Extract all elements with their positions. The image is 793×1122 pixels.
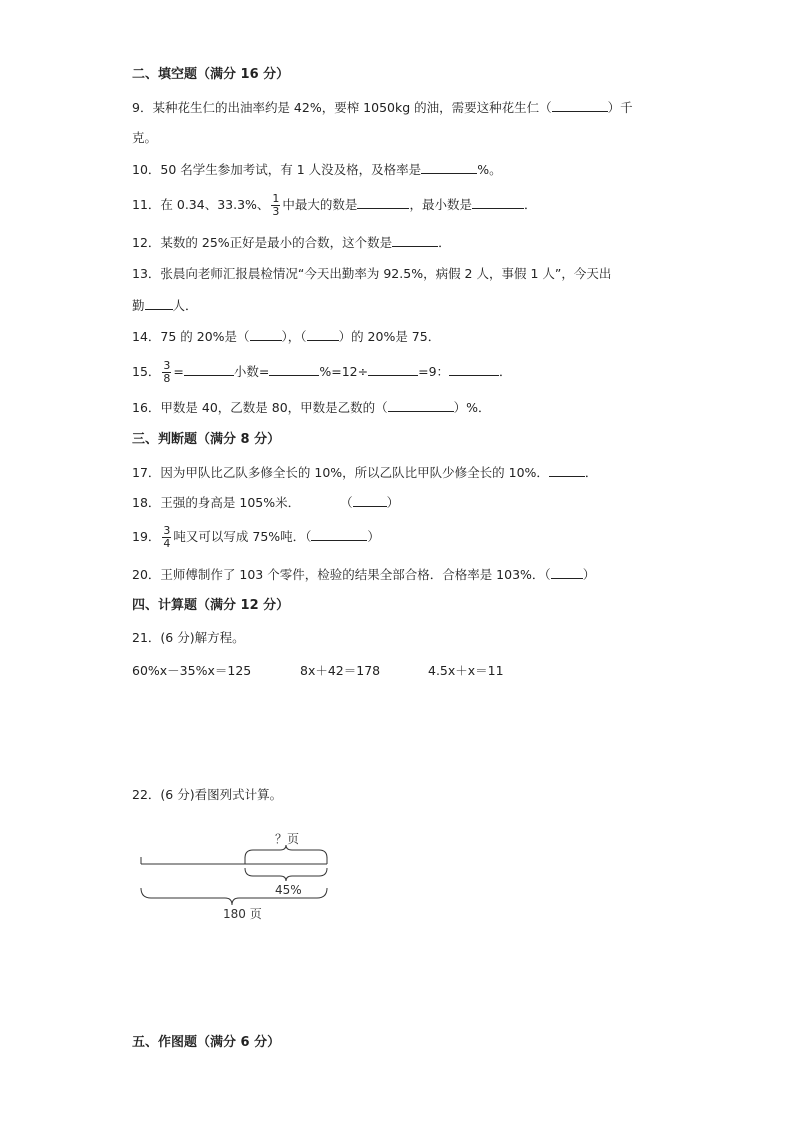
q13-text-end: 人． [172, 298, 198, 313]
q15-blank-4 [449, 363, 499, 376]
q17-text: 17．因为甲队比乙队多修全长的 10%，所以乙队比甲队少修全长的 10%． [132, 465, 549, 480]
q14-text-end: ）的 20%是 75． [338, 329, 441, 344]
q16-text-end: ）%． [453, 400, 491, 415]
q17-blank [549, 464, 585, 477]
section-2-header: 二、填空题（满分 16 分） [132, 67, 290, 82]
section-5-header: 五、作图题（满分 6 分） [132, 1035, 281, 1050]
question-22: 22．(6 分)看图列式计算。 [132, 787, 283, 802]
fraction-three-eighths [162, 360, 171, 385]
q9-blank [552, 99, 608, 112]
segment-diagram [135, 828, 355, 928]
q20-blank [551, 566, 583, 579]
question-20 [132, 566, 595, 584]
q15-text-3: %=12÷ [319, 364, 369, 379]
q15-blank-1 [184, 363, 234, 376]
q11-text: 11．在 0.34、33.3%、 [132, 197, 270, 212]
fraction-numerator: 3 [163, 524, 171, 537]
fraction-denominator: 4 [163, 537, 171, 550]
fig-top-label: ？页 [275, 832, 300, 846]
q15-blank-2 [269, 363, 319, 376]
fraction-one-third [271, 193, 280, 218]
fraction-denominator: 8 [163, 372, 171, 385]
question-13-cont [132, 297, 198, 315]
q15-text-end: ． [499, 364, 512, 379]
q16-text: 16．甲数是 40，乙数是 80，甲数是乙数的（ [132, 400, 388, 415]
q19-text-end: ） [367, 529, 380, 544]
question-13: 13．张晨向老师汇报晨检情况“今天出勤率为 92.5%，病假 2 人，事假 1 人”，今天出 [132, 266, 612, 281]
q15-text: 15． [132, 364, 161, 379]
question-15 [132, 357, 512, 387]
question-10 [132, 161, 502, 179]
q11-blank-2 [472, 196, 524, 209]
q14-blank-2 [307, 328, 339, 341]
question-12 [132, 234, 451, 252]
q15-eq: = [173, 364, 184, 379]
q11-blank-1 [357, 196, 409, 209]
question-9 [132, 99, 633, 117]
q14-text: 14．75 的 20%是（ [132, 329, 250, 344]
q17-text-end: ． [584, 465, 598, 480]
q13-blank [145, 297, 173, 310]
q18-paren-close: ） [386, 495, 400, 510]
q15-text-4: =9： [418, 364, 450, 379]
equation-2: 8x＋42＝178 [300, 663, 381, 678]
q10-text: 10．50 名学生参加考试，有 1 人没及格，及格率是 [132, 162, 422, 177]
question-17 [132, 464, 597, 482]
equation-1: 60%x－35%x＝125 [132, 663, 252, 678]
q12-text: 12．某数的 25%正好是最小的合数，这个数是 [132, 235, 393, 250]
q19-text: 19． [132, 529, 161, 544]
fraction-numerator: 3 [163, 359, 171, 372]
q11-text-2: 中最大的数是 [282, 197, 358, 212]
q13-text: 勤 [132, 298, 145, 313]
question-11 [132, 190, 536, 220]
q18-paren-open: （ [340, 495, 353, 510]
q9-text-end: ）千 [607, 100, 633, 115]
question-9-cont: 克。 [132, 130, 158, 145]
section-3-header: 三、判断题（满分 8 分） [132, 432, 281, 447]
question-19 [132, 522, 380, 552]
fraction-numerator: 1 [272, 192, 280, 205]
q15-blank-3 [368, 363, 418, 376]
section-4-header: 四、计算题（满分 12 分） [132, 598, 290, 613]
fraction-denominator: 3 [272, 205, 280, 218]
question-21: 21．(6 分)解方程。 [132, 630, 245, 645]
q18-text: 18．王强的身高是 105%米． [132, 495, 301, 510]
q12-blank [392, 234, 438, 247]
q19-blank [311, 528, 367, 541]
question-14 [132, 328, 440, 346]
q18-blank [353, 494, 387, 507]
fraction-three-quarters [162, 525, 171, 550]
q20-text: 20．王师傅制作了 103 个零件，检验的结果全部合格．合格率是 103%．（ [132, 567, 551, 582]
q14-text-2: ），（ [281, 329, 307, 344]
q12-text-end: ． [438, 235, 451, 250]
q10-blank [421, 161, 477, 174]
q14-blank-1 [250, 328, 282, 341]
question-18 [132, 494, 399, 512]
q10-text-end: %。 [477, 162, 502, 177]
q15-text-2: 小数= [233, 364, 270, 379]
q11-text-end: ． [523, 197, 537, 212]
q19-text-2: 吨又可以写成 75%吨．（ [173, 529, 312, 544]
fig-total-label: 180 页 [223, 907, 262, 921]
q9-text: 9．某种花生仁的出油率约是 42%，要榨 1050kg 的油，需要这种花生仁（ [132, 100, 552, 115]
q11-text-3: ，最小数是 [409, 197, 472, 212]
middle-brace [245, 868, 327, 881]
q16-blank [388, 399, 454, 412]
q20-text-end: ） [582, 567, 596, 582]
fig-percent-label: 45% [275, 883, 302, 897]
equation-3: 4.5x＋x＝11 [428, 663, 504, 678]
top-brace [245, 845, 327, 858]
question-16 [132, 399, 491, 417]
